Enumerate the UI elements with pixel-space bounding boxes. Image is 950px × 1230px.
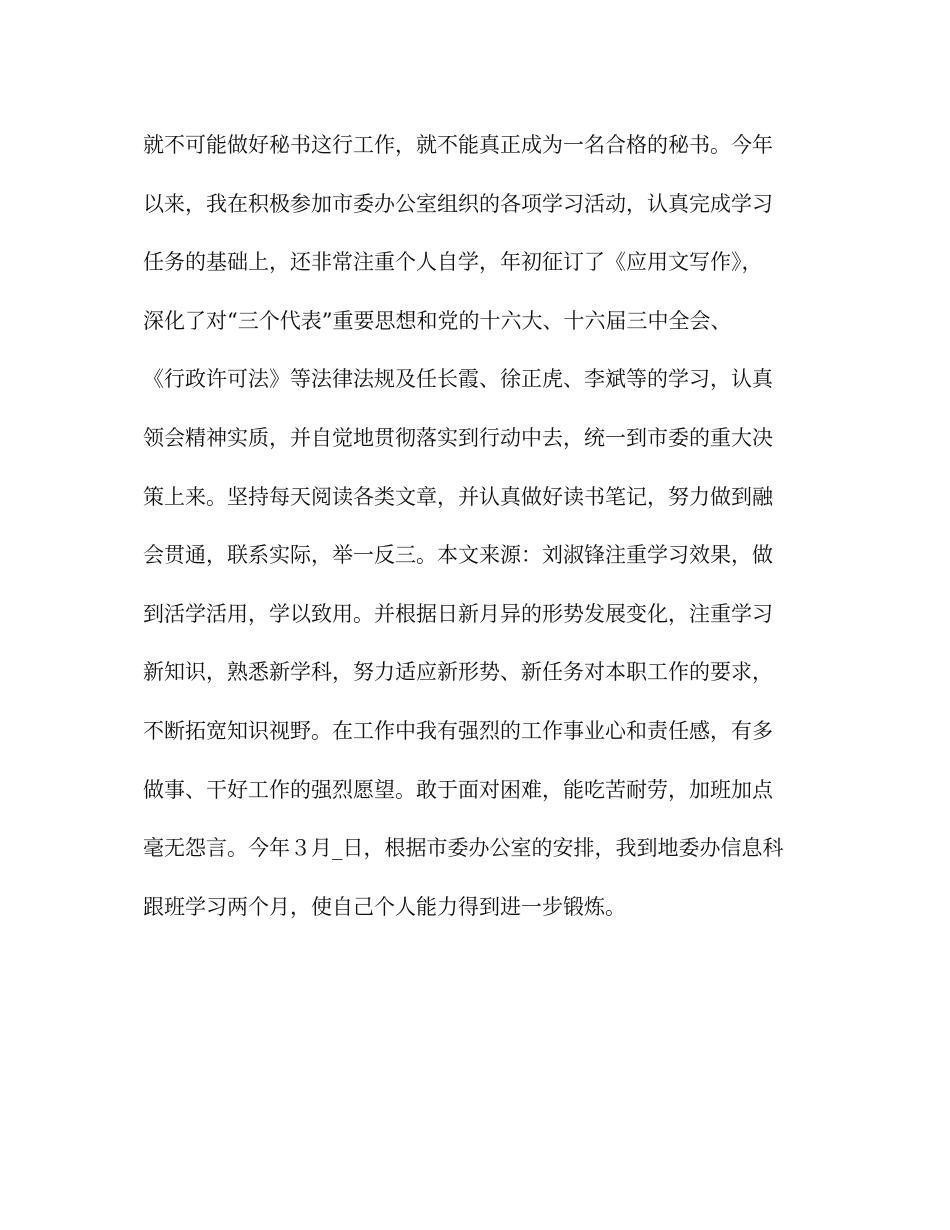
text-line-6: 领会精神实质，并自觉地贯彻落实到行动中去，统一到市委的重大决 [143,425,773,450]
text-line-10: 新知识，熟悉新学科，努力适应新形势、新任务对本职工作的要求， [143,660,773,685]
text-line-8: 会贯通，联系实际，举一反三。本文来源：刘淑锋注重学习效果，做 [143,543,773,568]
text-line-4: 深化了对“三个代表”重要思想和党的十六大、十六届三中全会、 [143,308,732,333]
text-line-7: 策上来。坚持每天阅读各类文章，并认真做好读书笔记，努力做到融 [143,484,773,509]
text-line-3: 任务的基础上，还非常注重个人自学，年初征订了《应用文写作》， [143,250,763,275]
text-line-11: 不断拓宽知识视野。在工作中我有强烈的工作事业心和责任感，有多 [143,718,773,743]
text-line-5: 《行政许可法》等法律法规及任长霞、徐正虎、李斌等的学习，认真 [143,367,773,392]
text-line-9: 到活学活用，学以致用。并根据日新月异的形势发展变化，注重学习 [143,601,773,626]
body-paragraph [143,123,823,943]
text-line-14: 跟班学习两个月，使自己个人能力得到进一步锻炼。 [143,894,626,919]
text-line-2: 以来，我在积极参加市委办公室组织的各项学习活动，认真完成学习 [143,191,773,216]
text-line-12: 做事、干好工作的强烈愿望。敢于面对困难，能吃苦耐劳，加班加点 [143,777,773,802]
text-line-1: 就不可能做好秘书这行工作，就不能真正成为一名合格的秘书。今年 [143,133,773,157]
text-line-13: 毫无怨言。今年３月_日，根据市委办公室的安排，我到地委办信息科 [143,836,784,861]
